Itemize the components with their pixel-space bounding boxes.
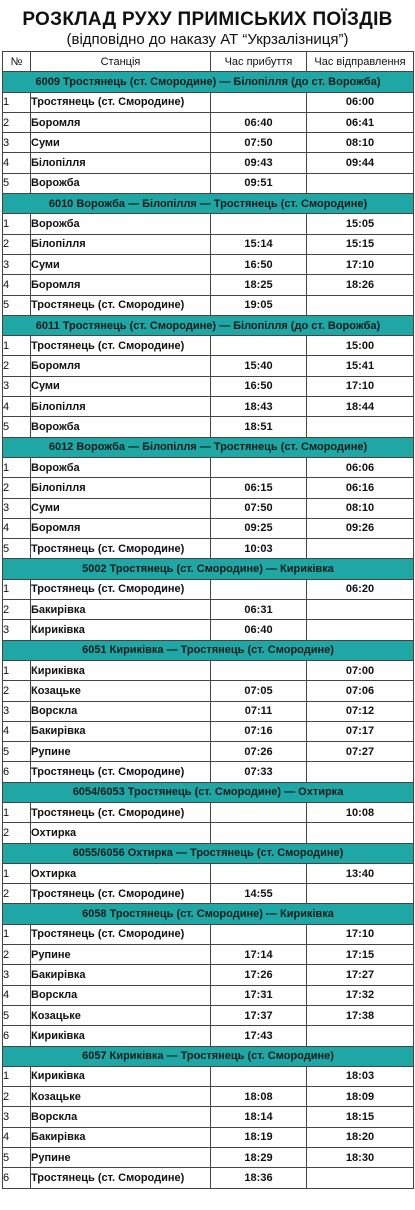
stop-arrival-time (211, 579, 307, 599)
stop-row (3, 1026, 414, 1046)
stop-arrival-time: 14:55 (211, 884, 307, 904)
stop-station: Ворожба (31, 417, 211, 437)
route-header-row (3, 194, 414, 214)
stop-departure-time: 15:05 (307, 214, 414, 234)
stop-number: 2 (3, 112, 31, 132)
stop-number: 2 (3, 823, 31, 843)
route-title: 5002 Тростянець (ст. Смородине) — Кириківка (3, 559, 414, 579)
stop-row (3, 945, 414, 965)
stop-number: 6 (3, 1026, 31, 1046)
stop-number: 4 (3, 1127, 31, 1147)
stop-station: Ворскла (31, 701, 211, 721)
stop-row (3, 498, 414, 518)
stop-arrival-time: 09:51 (211, 173, 307, 193)
stop-departure-time: 17:10 (307, 254, 414, 274)
stop-row (3, 478, 414, 498)
stop-row (3, 112, 414, 132)
stop-station: Тростянець (ст. Смородине) (31, 579, 211, 599)
route-title: 6058 Тростянець (ст. Смородине) — Кириківка (3, 904, 414, 924)
stop-number: 3 (3, 620, 31, 640)
stop-number: 5 (3, 742, 31, 762)
stop-departure-time: 06:00 (307, 92, 414, 112)
stop-number: 5 (3, 1005, 31, 1025)
stop-station: Кириківка (31, 660, 211, 680)
stop-departure-time (307, 417, 414, 437)
stop-departure-time (307, 620, 414, 640)
stop-departure-time: 09:26 (307, 518, 414, 538)
stop-number: 2 (3, 945, 31, 965)
route-header-row (3, 72, 414, 92)
stop-number: 4 (3, 153, 31, 173)
stop-arrival-time: 06:40 (211, 620, 307, 640)
stop-number: 2 (3, 681, 31, 701)
stop-row (3, 153, 414, 173)
stop-arrival-time: 06:31 (211, 600, 307, 620)
stop-number: 3 (3, 498, 31, 518)
stop-arrival-time: 07:33 (211, 762, 307, 782)
stop-number: 2 (3, 478, 31, 498)
stop-arrival-time: 18:36 (211, 1168, 307, 1188)
stop-row (3, 1087, 414, 1107)
stop-departure-time: 10:08 (307, 802, 414, 822)
stop-row (3, 397, 414, 417)
stop-row (3, 1066, 414, 1086)
stop-row (3, 173, 414, 193)
stop-row (3, 802, 414, 822)
stop-station: Кириківка (31, 1066, 211, 1086)
stop-row (3, 254, 414, 274)
stop-row (3, 1107, 414, 1127)
stop-row (3, 133, 414, 153)
stop-number: 1 (3, 214, 31, 234)
stop-departure-time: 08:10 (307, 133, 414, 153)
stop-arrival-time: 15:14 (211, 234, 307, 254)
stop-arrival-time: 16:50 (211, 254, 307, 274)
stop-number: 2 (3, 234, 31, 254)
stop-departure-time: 17:27 (307, 965, 414, 985)
stop-row (3, 600, 414, 620)
stop-station: Тростянець (ст. Смородине) (31, 336, 211, 356)
stop-row (3, 376, 414, 396)
route-header-row (3, 640, 414, 660)
stop-station: Тростянець (ст. Смородине) (31, 92, 211, 112)
stop-row (3, 681, 414, 701)
stop-station: Ворожба (31, 457, 211, 477)
stop-arrival-time (211, 336, 307, 356)
stop-row (3, 660, 414, 680)
stop-departure-time: 17:38 (307, 1005, 414, 1025)
stop-number: 1 (3, 924, 31, 944)
route-header-row (3, 1046, 414, 1066)
stop-row (3, 457, 414, 477)
stop-row (3, 965, 414, 985)
stop-row (3, 518, 414, 538)
stop-arrival-time: 07:26 (211, 742, 307, 762)
stop-departure-time: 07:12 (307, 701, 414, 721)
stop-station: Охтирка (31, 823, 211, 843)
stop-departure-time: 06:16 (307, 478, 414, 498)
route-title: 6051 Кириківка — Тростянець (ст. Смородине) (3, 640, 414, 660)
schedule-table (2, 51, 414, 1189)
stop-arrival-time (211, 457, 307, 477)
stop-number: 5 (3, 539, 31, 559)
stop-departure-time: 17:10 (307, 376, 414, 396)
stop-arrival-time: 17:43 (211, 1026, 307, 1046)
stop-station: Білопілля (31, 153, 211, 173)
route-header-row (3, 315, 414, 335)
stop-departure-time: 18:30 (307, 1148, 414, 1168)
stop-row (3, 295, 414, 315)
column-header-number: № (3, 52, 31, 72)
stop-row (3, 924, 414, 944)
route-header-row (3, 437, 414, 457)
stop-number: 3 (3, 133, 31, 153)
stop-row (3, 275, 414, 295)
route-header-row (3, 782, 414, 802)
stop-station: Суми (31, 376, 211, 396)
stop-number: 1 (3, 579, 31, 599)
stop-row (3, 762, 414, 782)
stop-station: Бакирівка (31, 600, 211, 620)
stop-departure-time: 07:00 (307, 660, 414, 680)
stop-departure-time: 15:41 (307, 356, 414, 376)
stop-station: Охтирка (31, 863, 211, 883)
route-title: 6057 Кириківка — Тростянець (ст. Смородине) (3, 1046, 414, 1066)
stop-arrival-time (211, 924, 307, 944)
stop-station: Тростянець (ст. Смородине) (31, 802, 211, 822)
stop-arrival-time: 07:50 (211, 133, 307, 153)
schedule-body (3, 72, 414, 1188)
stop-station: Кириківка (31, 620, 211, 640)
stop-departure-time: 18:20 (307, 1127, 414, 1147)
stop-station: Суми (31, 498, 211, 518)
stop-row (3, 1168, 414, 1188)
stop-number: 5 (3, 173, 31, 193)
stop-number: 3 (3, 1107, 31, 1127)
stop-row (3, 823, 414, 843)
stop-arrival-time: 18:25 (211, 275, 307, 295)
stop-departure-time: 15:00 (307, 336, 414, 356)
stop-row (3, 214, 414, 234)
stop-arrival-time: 18:08 (211, 1087, 307, 1107)
stop-departure-time: 07:17 (307, 721, 414, 741)
stop-departure-time (307, 1026, 414, 1046)
stop-departure-time: 18:15 (307, 1107, 414, 1127)
stop-row (3, 417, 414, 437)
stop-number: 3 (3, 376, 31, 396)
stop-arrival-time: 06:40 (211, 112, 307, 132)
stop-departure-time (307, 295, 414, 315)
stop-station: Боромля (31, 518, 211, 538)
stop-arrival-time: 07:11 (211, 701, 307, 721)
stop-row (3, 742, 414, 762)
stop-departure-time: 13:40 (307, 863, 414, 883)
stop-row (3, 1127, 414, 1147)
stop-number: 4 (3, 518, 31, 538)
stop-station: Тростянець (ст. Смородине) (31, 924, 211, 944)
stop-departure-time: 17:10 (307, 924, 414, 944)
stop-arrival-time (211, 214, 307, 234)
stop-station: Рупине (31, 1148, 211, 1168)
stop-station: Білопілля (31, 234, 211, 254)
stop-arrival-time: 07:16 (211, 721, 307, 741)
stop-departure-time: 07:27 (307, 742, 414, 762)
route-title: 6012 Ворожба — Білопілля — Тростянець (ст. Смородине) (3, 437, 414, 457)
stop-arrival-time: 07:50 (211, 498, 307, 518)
column-header-departure: Час відправлення (307, 52, 414, 72)
stop-number: 2 (3, 600, 31, 620)
stop-departure-time: 17:32 (307, 985, 414, 1005)
stop-departure-time: 06:06 (307, 457, 414, 477)
stop-row (3, 721, 414, 741)
stop-station: Білопілля (31, 397, 211, 417)
stop-departure-time: 06:41 (307, 112, 414, 132)
stop-arrival-time: 07:05 (211, 681, 307, 701)
stop-arrival-time: 09:25 (211, 518, 307, 538)
stop-number: 1 (3, 1066, 31, 1086)
stop-row (3, 92, 414, 112)
stop-row (3, 985, 414, 1005)
stop-station: Суми (31, 133, 211, 153)
stop-station: Рупине (31, 945, 211, 965)
stop-departure-time (307, 823, 414, 843)
stop-number: 5 (3, 1148, 31, 1168)
stop-row (3, 234, 414, 254)
stop-station: Ворожба (31, 214, 211, 234)
stop-number: 1 (3, 92, 31, 112)
stop-number: 1 (3, 457, 31, 477)
stop-arrival-time: 18:51 (211, 417, 307, 437)
stop-row (3, 356, 414, 376)
stop-arrival-time: 17:26 (211, 965, 307, 985)
stop-arrival-time: 17:31 (211, 985, 307, 1005)
stop-station: Тростянець (ст. Смородине) (31, 295, 211, 315)
stop-number: 4 (3, 275, 31, 295)
stop-number: 3 (3, 965, 31, 985)
stop-arrival-time: 18:29 (211, 1148, 307, 1168)
stop-station: Тростянець (ст. Смородине) (31, 1168, 211, 1188)
stop-arrival-time (211, 863, 307, 883)
stop-departure-time: 18:09 (307, 1087, 414, 1107)
stop-number: 3 (3, 254, 31, 274)
stop-arrival-time (211, 92, 307, 112)
route-header-row (3, 559, 414, 579)
stop-station: Білопілля (31, 478, 211, 498)
stop-station: Боромля (31, 356, 211, 376)
stop-number: 2 (3, 884, 31, 904)
stop-arrival-time: 15:40 (211, 356, 307, 376)
stop-arrival-time (211, 1066, 307, 1086)
stop-arrival-time: 09:43 (211, 153, 307, 173)
stop-station: Тростянець (ст. Смородине) (31, 762, 211, 782)
stop-arrival-time (211, 660, 307, 680)
stop-arrival-time: 06:15 (211, 478, 307, 498)
column-header-arrival: Час прибуття (211, 52, 307, 72)
stop-departure-time: 18:03 (307, 1066, 414, 1086)
stop-row (3, 701, 414, 721)
stop-number: 4 (3, 721, 31, 741)
stop-number: 5 (3, 417, 31, 437)
stop-row (3, 620, 414, 640)
stop-station: Ворскла (31, 1107, 211, 1127)
stop-number: 1 (3, 336, 31, 356)
stop-station: Козацьке (31, 1005, 211, 1025)
stop-departure-time: 08:10 (307, 498, 414, 518)
stop-row (3, 539, 414, 559)
stop-departure-time (307, 539, 414, 559)
stop-departure-time (307, 762, 414, 782)
stop-departure-time: 18:26 (307, 275, 414, 295)
stop-station: Бакирівка (31, 721, 211, 741)
stop-number: 6 (3, 762, 31, 782)
stop-row (3, 579, 414, 599)
stop-row (3, 884, 414, 904)
stop-number: 1 (3, 802, 31, 822)
stop-station: Тростянець (ст. Смородине) (31, 539, 211, 559)
stop-departure-time: 09:44 (307, 153, 414, 173)
stop-row (3, 863, 414, 883)
stop-number: 1 (3, 863, 31, 883)
stop-number: 2 (3, 356, 31, 376)
stop-arrival-time: 10:03 (211, 539, 307, 559)
stop-arrival-time: 18:19 (211, 1127, 307, 1147)
route-header-row (3, 904, 414, 924)
stop-row (3, 336, 414, 356)
stop-departure-time: 18:44 (307, 397, 414, 417)
stop-departure-time: 06:20 (307, 579, 414, 599)
route-title: 6011 Тростянець (ст. Смородине) — Білопілля (до ст. Ворожба) (3, 315, 414, 335)
stop-station: Бакирівка (31, 1127, 211, 1147)
route-title: 6054/6053 Тростянець (ст. Смородине) — Охтирка (3, 782, 414, 802)
stop-arrival-time: 18:43 (211, 397, 307, 417)
stop-number: 3 (3, 701, 31, 721)
stop-departure-time (307, 1168, 414, 1188)
stop-arrival-time: 16:50 (211, 376, 307, 396)
stop-number: 1 (3, 660, 31, 680)
stop-station: Ворскла (31, 985, 211, 1005)
stop-arrival-time: 17:14 (211, 945, 307, 965)
stop-number: 5 (3, 295, 31, 315)
stop-departure-time: 07:06 (307, 681, 414, 701)
stop-arrival-time: 17:37 (211, 1005, 307, 1025)
stop-arrival-time (211, 802, 307, 822)
stop-station: Бакирівка (31, 965, 211, 985)
stop-station: Суми (31, 254, 211, 274)
stop-arrival-time: 19:05 (211, 295, 307, 315)
stop-number: 4 (3, 985, 31, 1005)
stop-row (3, 1148, 414, 1168)
stop-station: Ворожба (31, 173, 211, 193)
stop-departure-time (307, 173, 414, 193)
stop-number: 2 (3, 1087, 31, 1107)
stop-station: Козацьке (31, 1087, 211, 1107)
route-title: 6055/6056 Охтирка — Тростянець (ст. Смородине) (3, 843, 414, 863)
stop-number: 4 (3, 397, 31, 417)
stop-departure-time (307, 884, 414, 904)
stop-departure-time: 15:15 (307, 234, 414, 254)
route-title: 6009 Тростянець (ст. Смородине) — Білопілля (до ст. Ворожба) (3, 72, 414, 92)
page-subtitle: (відповідно до наказу АТ “Укрзалізниця”) (66, 31, 349, 48)
route-title: 6010 Ворожба — Білопілля — Тростянець (ст. Смородине) (3, 194, 414, 214)
stop-departure-time (307, 600, 414, 620)
column-header-station: Станція (31, 52, 211, 72)
stop-station: Тростянець (ст. Смородине) (31, 884, 211, 904)
stop-station: Рупине (31, 742, 211, 762)
stop-station: Козацьке (31, 681, 211, 701)
stop-number: 6 (3, 1168, 31, 1188)
stop-station: Боромля (31, 112, 211, 132)
page-title: РОЗКЛАД РУХУ ПРИМІСЬКИХ ПОЇЗДІВ (22, 9, 393, 30)
route-header-row (3, 843, 414, 863)
stop-row (3, 1005, 414, 1025)
stop-station: Боромля (31, 275, 211, 295)
stop-station: Кириківка (31, 1026, 211, 1046)
stop-departure-time: 17:15 (307, 945, 414, 965)
table-header-row (3, 52, 414, 72)
stop-arrival-time (211, 823, 307, 843)
stop-arrival-time: 18:14 (211, 1107, 307, 1127)
